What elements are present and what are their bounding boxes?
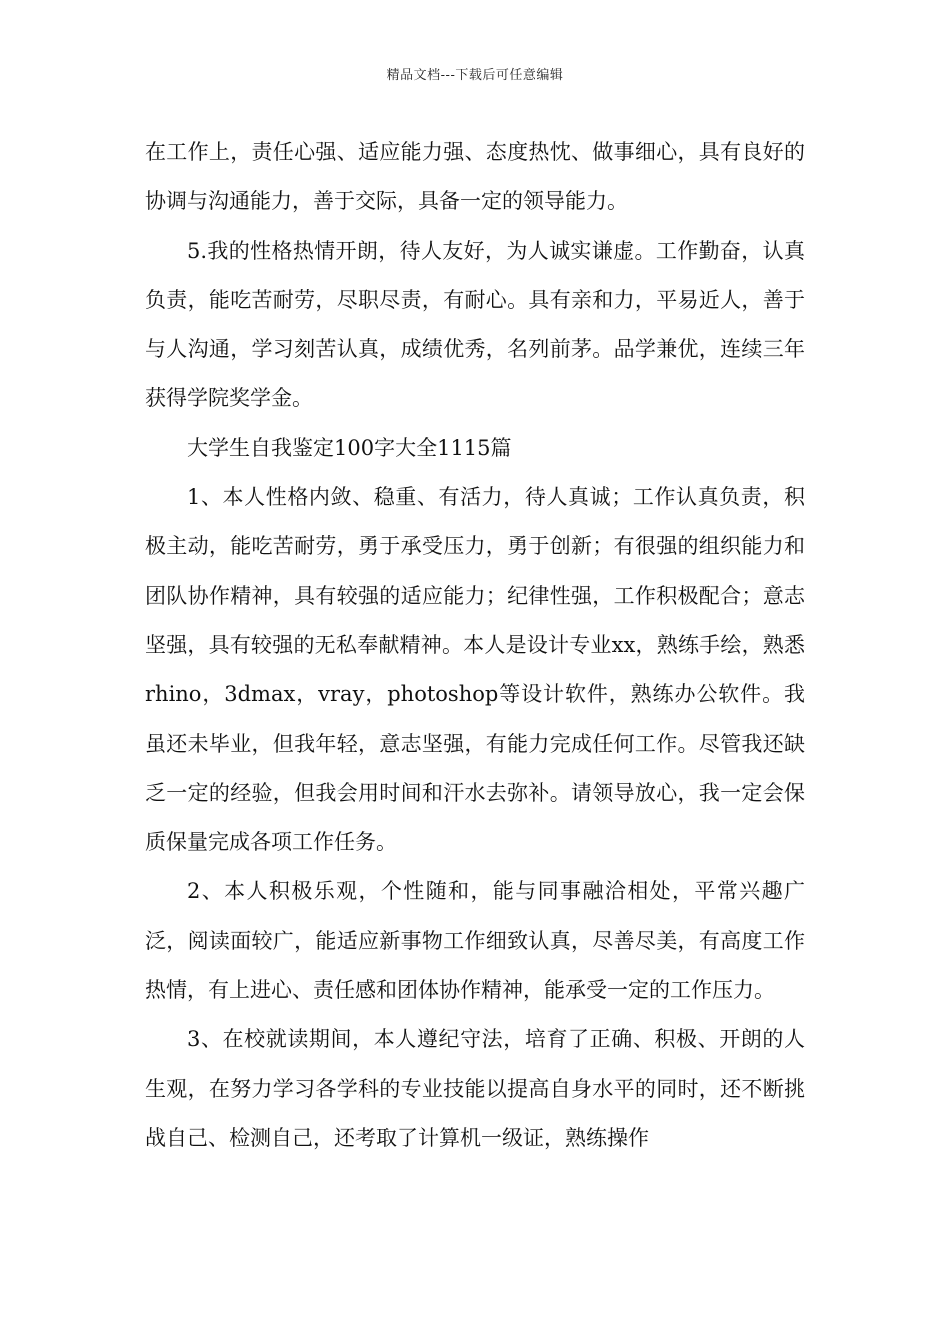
paragraph-item-3: 3、在校就读期间，本人遵纪守法，培育了正确、积极、开朗的人生观，在努力学习各学科的专业技能以提高自身水平的同时，还不断挑战自己、检测自己，还考取了计算机一级证，熟练操作 [145, 1027, 805, 1150]
paragraph-continuation: 在工作上，责任心强、适应能力强、态度热忱、做事细心，具有良好的协调与沟通能力，善于交际，具备一定的领导能力。 [145, 140, 805, 214]
paragraph-item-2: 2、本人积极乐观，个性随和，能与同事融洽相处，平常兴趣广泛，阅读面较广，能适应新事物工作细致认真，尽善尽美，有高度工作热情，有上进心、责任感和团体协作精神，能承受一定的工作压力。 [145, 879, 805, 1003]
paragraph-item-1: 1、本人性格内敛、稳重、有活力，待人真诚；工作认真负责，积极主动，能吃苦耐劳，勇于承受压力，勇于创新；有很强的组织能力和团队协作精神，具有较强的适应能力；纪律性强，工作积极配合；意志坚强，具有较强的无私奉献精神。本人是设计专业xx，熟练手绘，熟悉rhino，3dmax，vray，photoshop等设计软件，熟练办公软件。我虽还未毕业，但我年轻，意志坚强，有能力完成任何工作。尽管我还缺乏一定的经验，但我会用时间和汗水去弥补。请领导放心，我一定会保质保量完成各项工作任务。 [145, 485, 805, 855]
page-header: 精品文档---下载后可任意编辑 [386, 68, 564, 83]
paragraph-item-5: 5.我的性格热情开朗，待人友好，为人诚实谦虚。工作勤奋，认真负责，能吃苦耐劳，尽职尽责，有耐心。具有亲和力，平易近人，善于与人沟通，学习刻苦认真，成绩优秀，名列前茅。品学兼优，连续三年获得学院奖学金。 [145, 238, 805, 411]
document-body [145, 128, 805, 1163]
section-heading: 大学生自我鉴定100字大全1115篇 [187, 435, 512, 460]
